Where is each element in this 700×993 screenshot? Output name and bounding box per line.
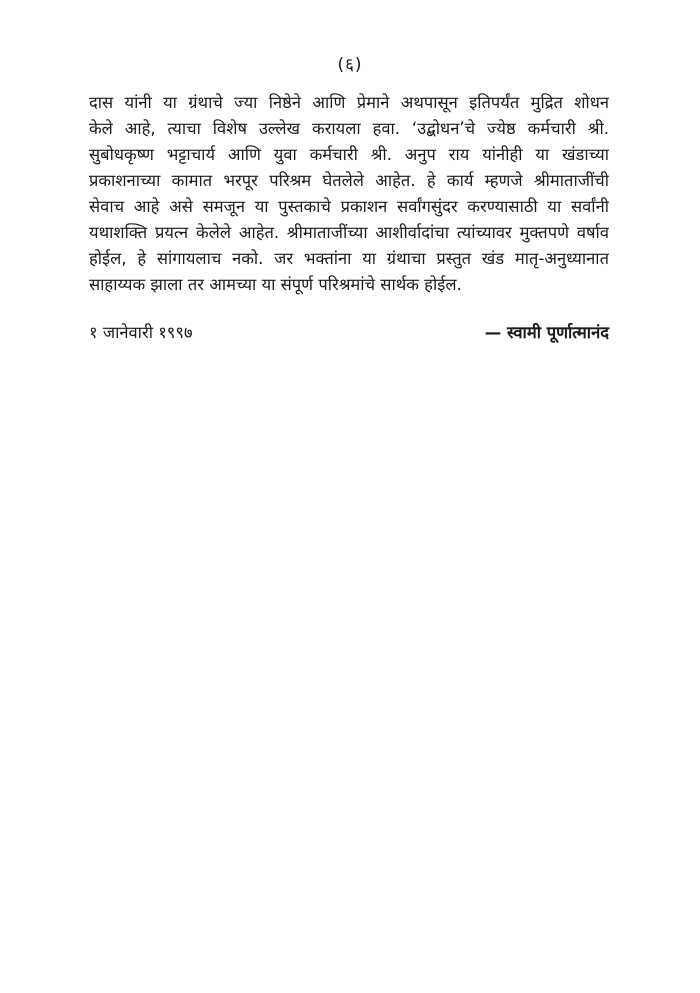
paragraph-line: होईल, हे सांगायलाच नको. जर भक्तांना या ग्रंथाचा प्रस्तुत खंड मातृ-अनुध्यानात [89, 249, 609, 268]
paragraph-line: सेवाच आहे असे समजून या पुस्तकाचे प्रकाशन सर्वांगसुंदर करण्यासाठी या सर्वांनी [89, 197, 609, 216]
paragraph-line: केले आहे, त्याचा विशेष उल्लेख करायला हवा. ‘उद्बोधन’चे ज्येष्ठ कर्मचारी श्री. [89, 119, 609, 138]
paragraph-line: यथाशक्ति प्रयत्न केलेले आहेत. श्रीमाताजींच्या आशीर्वादांचा त्यांच्यावर मुक्तपणे वर्षाव [89, 223, 609, 242]
paragraph-line: सुबोधकृष्ण भट्टाचार्य आणि युवा कर्मचारी श्री. अनुप राय यांनीही या खंडाच्या [89, 145, 609, 164]
paragraph-line: साहाय्यक झाला तर आमच्या या संपूर्ण परिश्रमांचे सार्थक होईल. [89, 275, 462, 294]
page-number: (६) [337, 55, 363, 75]
author-signature: — स्वामी पूर्णात्मानंद [484, 323, 609, 342]
body-paragraph [89, 90, 609, 298]
paragraph-line: दास यांनी या ग्रंथाचे ज्या निष्ठेने आणि प्रेमाने अथपासून इतिपर्यंत मुद्रित शोधन [89, 93, 609, 112]
footer-row [89, 319, 609, 347]
paragraph-line: प्रकाशनाच्या कामात भरपूर परिश्रम घेतलेले आहेत. हे कार्य म्हणजे श्रीमाताजींची [89, 171, 609, 190]
footer-date: १ जानेवारी १९९७ [89, 323, 193, 342]
